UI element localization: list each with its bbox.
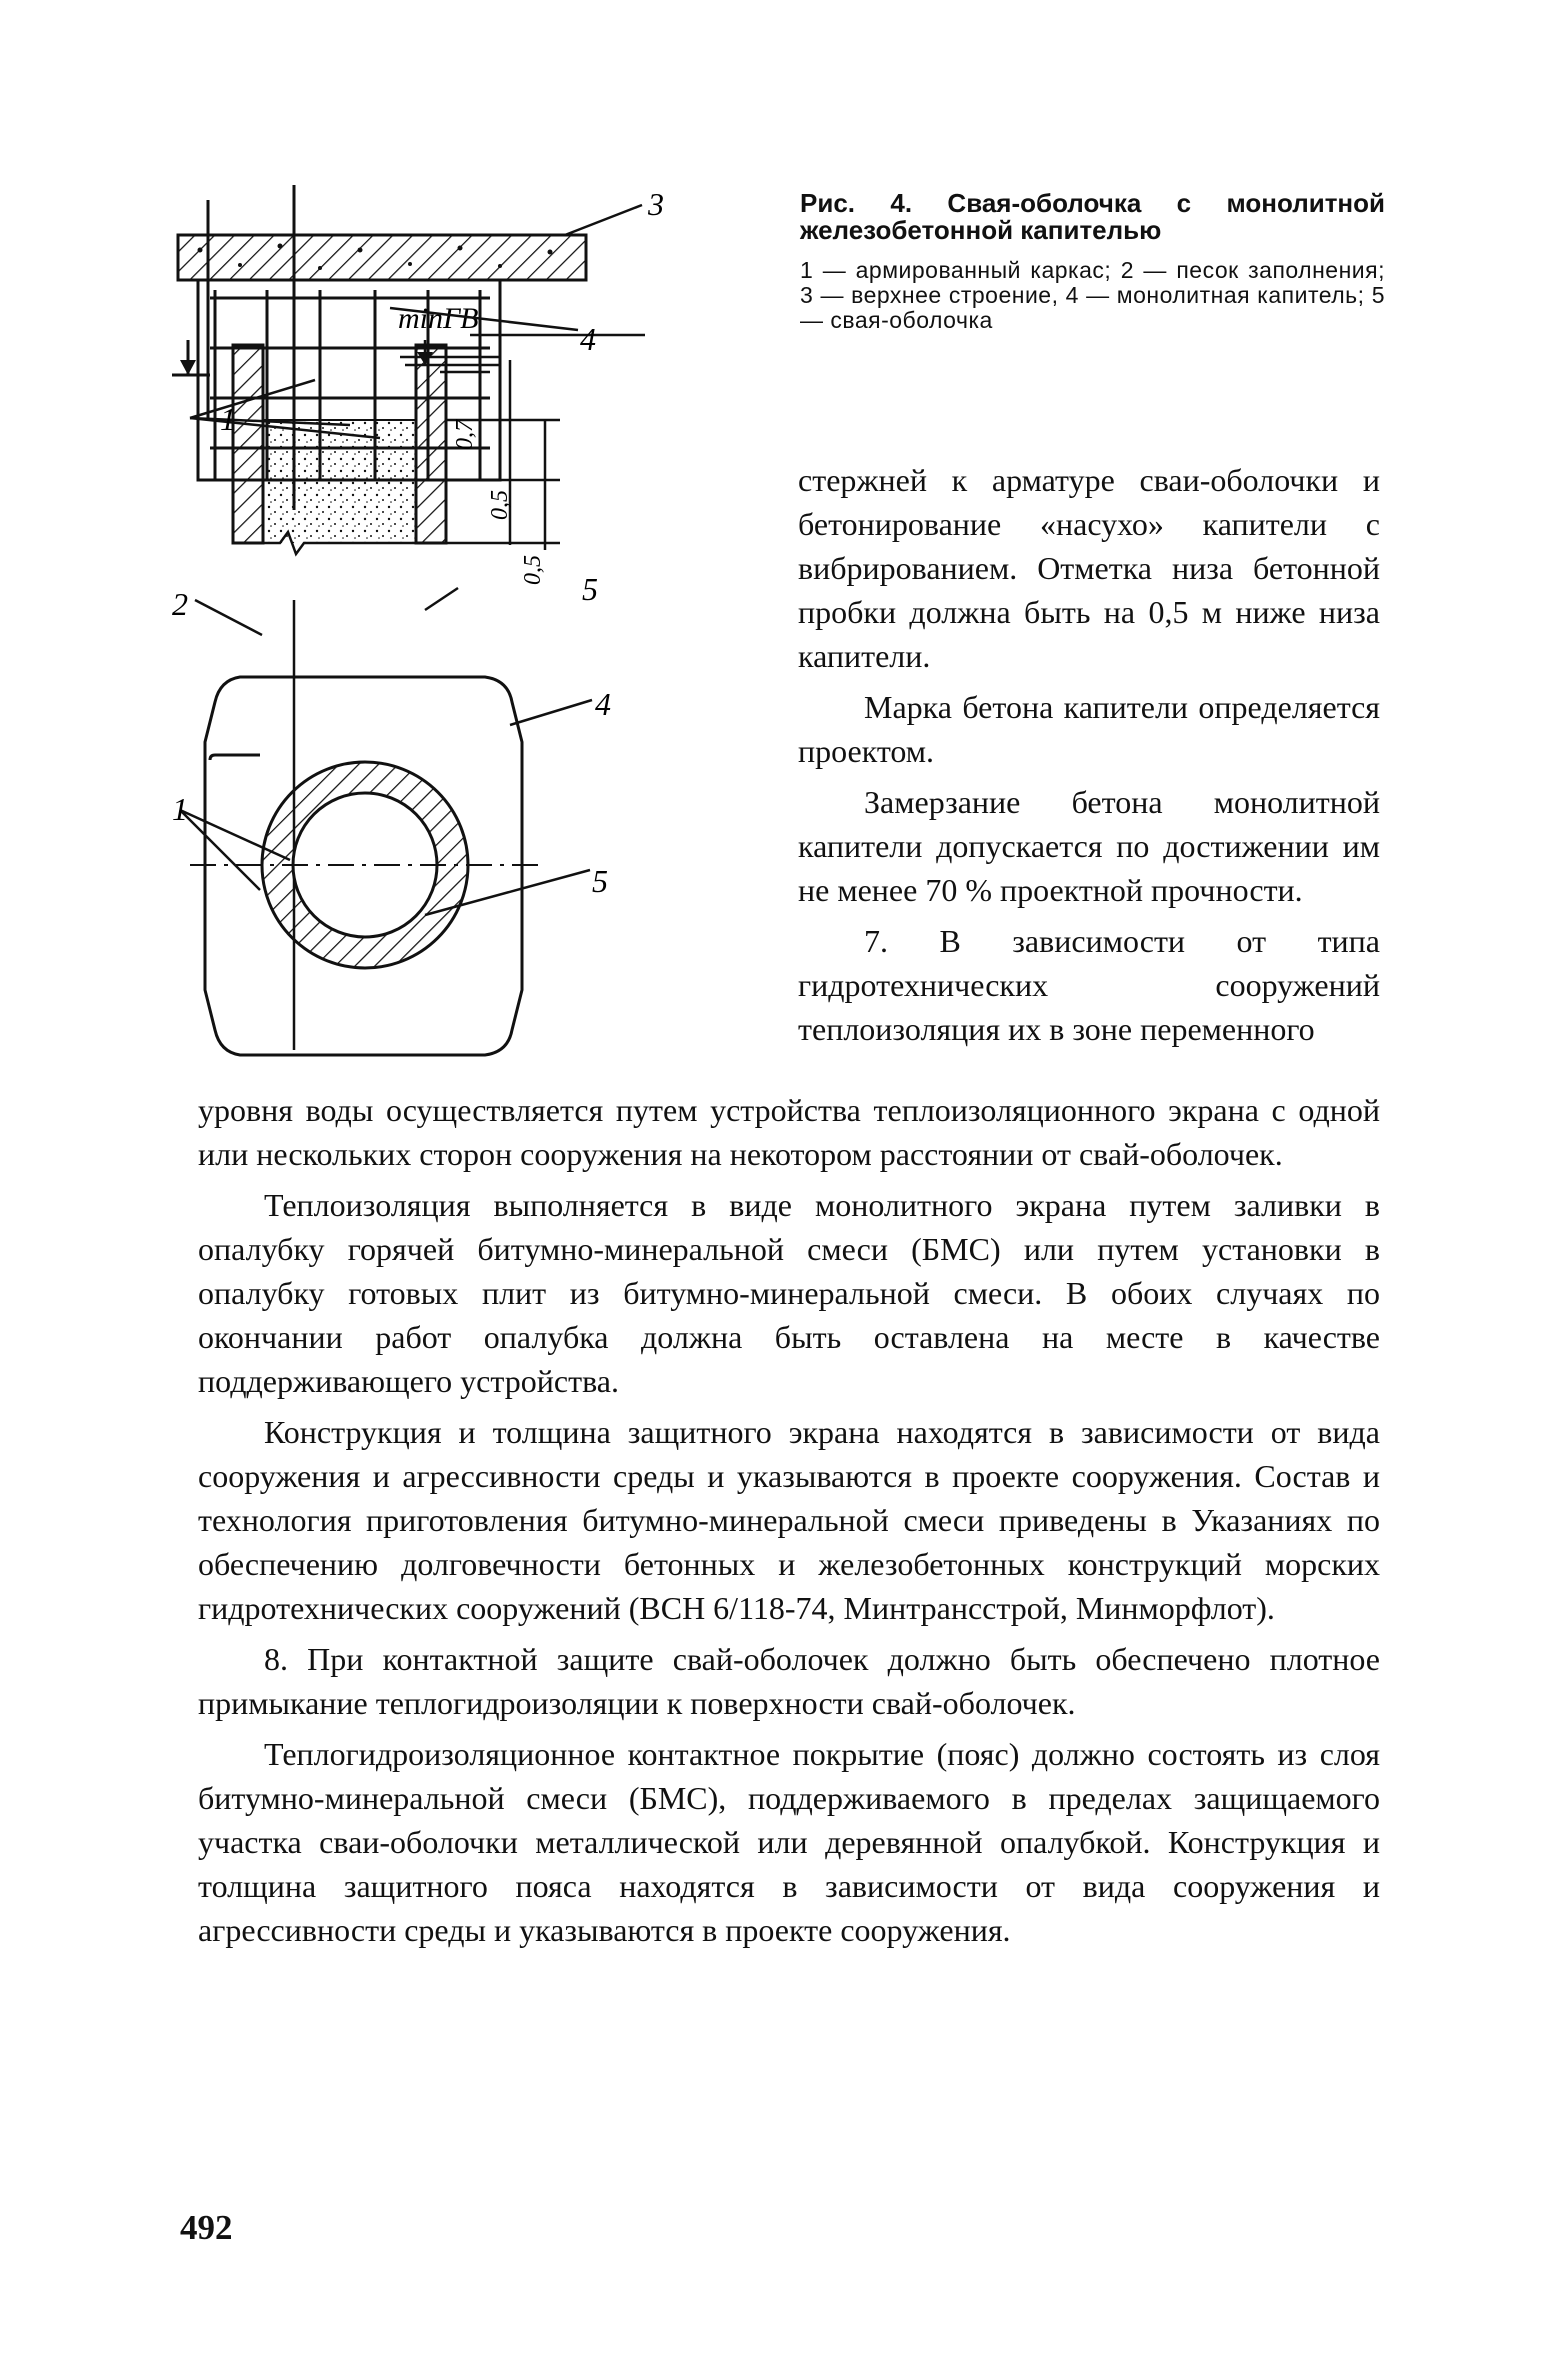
fig-label-5-top: 5: [582, 571, 598, 607]
main-text: [198, 1088, 1380, 1952]
superstructure-slab: [178, 235, 586, 280]
paragraph: Теплогидроизоляционное контактное покрытие (пояс) должно состоять из слоя битумно-минеральной смеси (БМС), поддерживаемого в пределах защищаемого участка сваи-оболочки металлической или деревянной опалубкой. Конструкция и толщина защитного пояса находятся в зависимости от вида сооружения и агрессивности среды и указываются в проекте сооружения.: [198, 1736, 1380, 1948]
caption-legend: 1 — армированный каркас; 2 — песок заполнения; 3 — верхнее строение, 4 — монолитная капитель; 5 — свая-оболочка: [800, 257, 1385, 333]
page-number: 492: [180, 2208, 233, 2247]
paragraph: стержней к арматуре сваи-оболочки и бетонирование «насухо» капители с вибрированием. Отметка низа бетонной пробки должна быть на 0,5 м ниже низа капители.: [798, 462, 1380, 674]
dim-label-mingv: minГВ: [398, 302, 479, 335]
elevation-mark-icon: [172, 340, 210, 375]
fig-label-4-bottom: 4: [595, 686, 611, 722]
paragraph: Марка бетона капители определяется проектом.: [798, 689, 1380, 769]
caption-title: Рис. 4. Свая-оболочка с монолитной железобетонной капителью: [800, 188, 1385, 245]
paragraph: Конструкция и толщина защитного экрана находятся в зависимости от вида сооружения и агрессивности среды и указываются в проекте сооружения. Состав и технология приготовления битумно-минеральной смеси приведены в Указаниях по обеспечению долговечности бетонных и железобетонных конструкций морских гидротехнических сооружений (ВСН 6/118-74, Минтрансстрой, Минморфлот).: [198, 1414, 1380, 1626]
pile-shell-elevation: [233, 345, 446, 554]
plan-view: [190, 600, 545, 1055]
figure-pile-capital: [170, 180, 770, 1080]
dim-label-0-7: 0,7: [452, 420, 478, 450]
paragraph: 8. При контактной защите свай-оболочек должно быть обеспечено плотное примыкание теплогидроизоляции к поверхности свай-оболочек.: [198, 1641, 1380, 1721]
fig-label-1-bottom: 1: [172, 791, 188, 827]
paragraph: уровня воды осуществляется путем устройства теплоизоляционного экрана с одной или нескольких сторон сооружения на некотором расстоянии от свай-оболочек.: [198, 1092, 1380, 1172]
fig-label-1-top: 1: [220, 401, 236, 437]
fig-label-4-top: 4: [580, 321, 596, 357]
dim-label-0-5-bottom: 0,5: [520, 555, 546, 585]
fig-label-5-bottom: 5: [592, 863, 608, 899]
side-text-column: [798, 458, 1380, 1051]
paragraph: Теплоизоляция выполняется в виде монолитного экрана путем заливки в опалубку горячей битумно-минеральной смеси (БМС) или путем установки в опалубку готовых плит из битумно-минеральной смеси. В обоих случаях по окончании работ опалубка должна быть оставлена на месте в качестве поддерживающего устройства.: [198, 1187, 1380, 1399]
fig-label-2: 2: [172, 586, 188, 622]
fig-label-3: 3: [648, 186, 664, 222]
paragraph: Замерзание бетона монолитной капители допускается по достижении им не менее 70 % проектной прочности.: [798, 784, 1380, 908]
dim-label-0-5-top: 0,5: [487, 490, 513, 520]
paragraph: 7. В зависимости от типа гидротехнических сооружений теплоизоляция их в зоне переменного: [798, 923, 1380, 1047]
figure-caption: [800, 190, 1385, 333]
